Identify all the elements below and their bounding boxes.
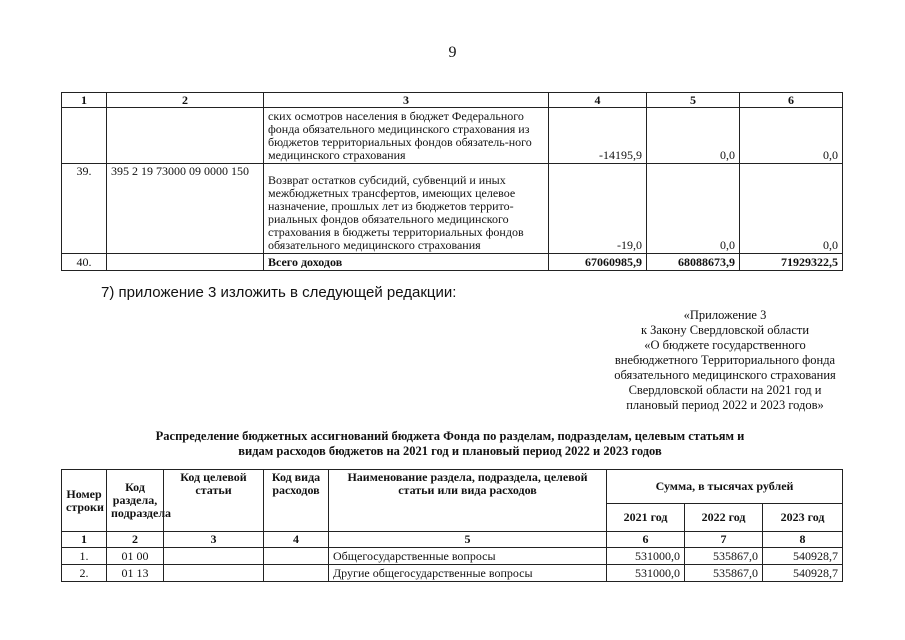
- header-cell: 1: [62, 93, 107, 108]
- index-cell: 1: [62, 532, 107, 548]
- appendix-line: к Закону Свердловской области: [640, 323, 810, 337]
- value-2021: -14195,9: [549, 108, 647, 164]
- table-header-row: [62, 470, 843, 504]
- expense-type: [264, 548, 329, 565]
- value-2023: 540928,7: [763, 565, 843, 582]
- appendix-line: «Приложение 3: [683, 308, 767, 322]
- index-cell: 8: [763, 532, 843, 548]
- index-cell: 4: [264, 532, 329, 548]
- header-section-code: Код раздела, подраздела: [107, 470, 164, 532]
- section-code: 01 00: [107, 548, 164, 565]
- target-code: [164, 565, 264, 582]
- row-number: 40.: [62, 254, 107, 271]
- table-header-row: [62, 93, 843, 108]
- index-cell: 2: [107, 532, 164, 548]
- amendment-paragraph: 7) приложение 3 изложить в следующей редакции:: [101, 284, 457, 301]
- appendix-line: плановый период 2022 и 2023 годов»: [626, 398, 824, 412]
- page-number: 9: [448, 44, 457, 61]
- appendix-line: «О бюджете государственного: [644, 338, 806, 352]
- row-code: [107, 254, 264, 271]
- index-cell: 5: [329, 532, 607, 548]
- header-year: 2023 год: [763, 504, 843, 532]
- expenditure-table: [61, 469, 843, 582]
- value-2023: 0,0: [740, 108, 843, 164]
- row-name: Другие общегосударственные вопросы: [329, 565, 607, 582]
- row-number: 39.: [62, 164, 107, 254]
- index-cell: 3: [164, 532, 264, 548]
- row-name: Возврат остатков субсидий, субвенций и иных межбюджетных трансфертов, имеющих целевое назначение, прошлых лет из бюджетов террито-риальных фондов обязательного медицинского страхования в бюджеты территориальных фондов обязательного медицинского страхования: [264, 164, 549, 254]
- index-cell: 6: [607, 532, 685, 548]
- header-cell: 4: [549, 93, 647, 108]
- table-row: [62, 548, 843, 565]
- header-target-code: Код целевой статьи: [164, 470, 264, 532]
- value-2021: 531000,0: [607, 548, 685, 565]
- header-row-number: Номер строки: [62, 470, 107, 532]
- value-2023: 0,0: [740, 164, 843, 254]
- value-2022: 68088673,9: [647, 254, 740, 271]
- value-2022: 535867,0: [685, 548, 763, 565]
- header-sum: Сумма, в тысячах рублей: [607, 470, 843, 504]
- index-cell: 7: [685, 532, 763, 548]
- appendix-line: обязательного медицинского страхования: [614, 368, 836, 382]
- value-2022: 0,0: [647, 108, 740, 164]
- row-number: 1.: [62, 548, 107, 565]
- header-cell: 2: [107, 93, 264, 108]
- target-code: [164, 548, 264, 565]
- table-row: [62, 108, 843, 164]
- value-2021: -19,0: [549, 164, 647, 254]
- row-name: ских осмотров населения в бюджет Федерального фонда обязательного медицинского страхования из бюджетов территориальных фондов обязатель-ного медицинского страхования: [264, 108, 549, 164]
- appendix-line: Свердловской области на 2021 год и: [628, 383, 822, 397]
- value-2022: 535867,0: [685, 565, 763, 582]
- appendix-line: внебюджетного Территориального фонда: [614, 353, 836, 367]
- value-2021: 531000,0: [607, 565, 685, 582]
- table-title: Распределение бюджетных ассигнований бюджета Фонда по разделам, подразделам, целевым статьям и видам расходов бюджетов на 2021 год и плановый период 2022 и 2023 годов: [155, 429, 745, 458]
- table-row: [62, 565, 843, 582]
- header-name: Наименование раздела, подраздела, целевой статьи или вида расходов: [329, 470, 607, 532]
- row-code: 395 2 19 73000 09 0000 150: [107, 164, 264, 254]
- expense-type: [264, 565, 329, 582]
- value-2022: 0,0: [647, 164, 740, 254]
- header-expense-type: Код вида расходов: [264, 470, 329, 532]
- revenue-table: [61, 92, 843, 271]
- row-name: Всего доходов: [264, 254, 549, 271]
- value-2023: 71929322,5: [740, 254, 843, 271]
- section-code: 01 13: [107, 565, 164, 582]
- value-2023: 540928,7: [763, 548, 843, 565]
- row-name: Общегосударственные вопросы: [329, 548, 607, 565]
- value-2021: 67060985,9: [549, 254, 647, 271]
- header-cell: 3: [264, 93, 549, 108]
- row-code: [107, 108, 264, 164]
- header-cell: 5: [647, 93, 740, 108]
- appendix-header: [560, 308, 890, 413]
- row-number: 2.: [62, 565, 107, 582]
- table-index-row: [62, 532, 843, 548]
- header-year: 2021 год: [607, 504, 685, 532]
- header-cell: 6: [740, 93, 843, 108]
- header-year: 2022 год: [685, 504, 763, 532]
- table-row: [62, 164, 843, 254]
- table-row-total: [62, 254, 843, 271]
- row-number: [62, 108, 107, 164]
